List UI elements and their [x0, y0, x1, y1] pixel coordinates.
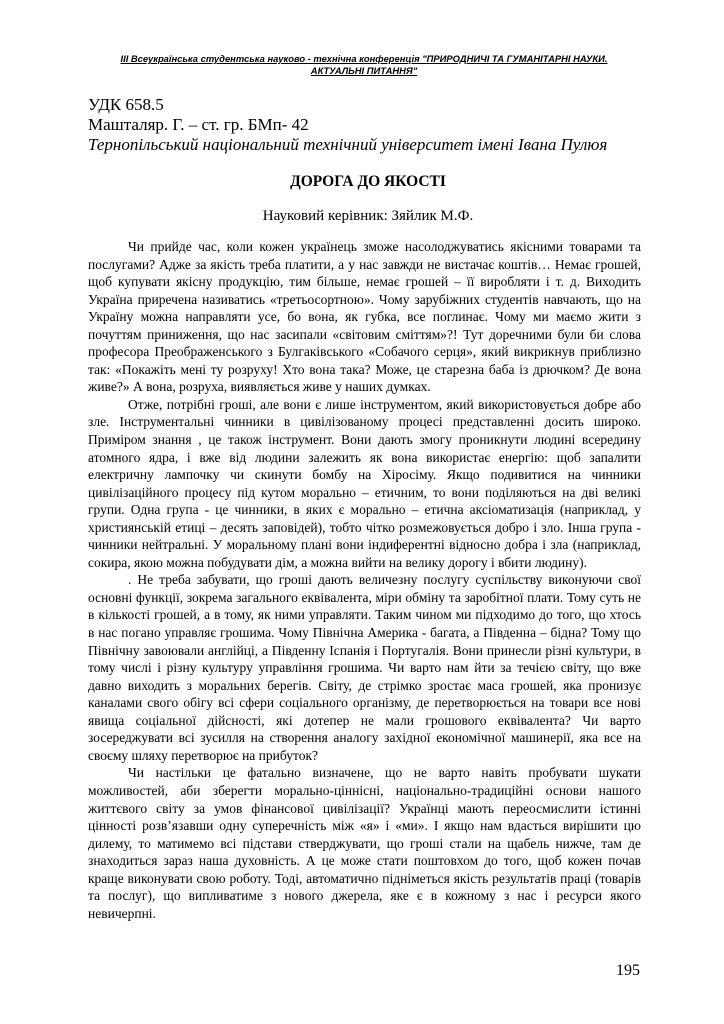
body-paragraph-4: Чи настільки це фатально визначене, що не варто навіть пробувати шукати можливостей, аби зберегти морально-ціннісні, національно-традиційні основи нашого життєвого світу за умов фінансової цивілізації? Українці мають переосмислити істинні цінності розв’язавши одну суперечність між «я» і «ми». І якщо нам вдасться вирішити цю дилему, то матимемо всі підстави стверджувати, що гроші стали на щабель нижче, там де знаходиться зараз наша духовність. А це може стати поштовхом до того, щоб кожен почав краще виконувати свою роботу. Тоді, автоматично підніметься якість результатів праці (товарів та послуг), що випливатиме з нового джерела, яке є в кожному з нас і ресурси якого невичерпні. [88, 765, 641, 921]
scientific-supervisor: Науковий керівник: Зяйлик М.Ф. [262, 208, 474, 224]
article-title: ДОРОГА ДО ЯКОСТІ [290, 173, 446, 190]
conference-header-line-1: ІІІ Всеукраїнська студентська науково - технічна конференція "ПРИРОДНИЧІ ТА ГУМАНІТАРНІ НАУКИ. [120, 53, 608, 64]
conference-header [88, 53, 640, 77]
university-affiliation: Тернопільський національний технічний університет імені Івана Пулюя [88, 135, 608, 154]
body-paragraph-1: Чи прийде час, коли кожен українець зможе насолоджуватись якісними товарами та послугами? Адже за якість треба платити, а у нас завжди не вистачає коштів… Немає грошей, щоб купувати якісну продукцію, тим більше, немає грошей – її виробляти і т. д. Виходить Україна приречена називатись «третьосортною». Чому зарубіжних студентів навчають, що на Україну можна направляти усе, бо вона, як губка, все поглинає. Чому ми маємо жити з почуттям приниження, що нас засипали «світовим сміттям»?! Тут доречними були би слова професора Преображенського з Булгаківського «Собачого серця», який викрикнув приблизно так: «Покажіть мені ту розруху! Хто вона така? Може, це старезна баба із дрючком? Де вона живе?» А вона, розруха, виявляється живе у наших думках. [88, 239, 641, 395]
conference-header-line-2: АКТУАЛЬНІ ПИТАННЯ" [310, 65, 418, 76]
page-number: 195 [616, 962, 640, 979]
article-metadata [88, 95, 648, 155]
author-line: Машталяр. Г. – ст. гр. БМп- 42 [88, 115, 309, 134]
body-paragraph-3: . Не треба забувати, що гроші дають величезну послугу суспільству виконуючи свої основні функції, зокрема загального еквівалента, міри обміну та заробітної плати. Тому суть не в кількості грошей, а в тому, як ними управляти. Таким чином ми підходимо до того, що хтось в нас погано управляє грошима. Чому Північна Америка - багата, а Південна – бідна? Тому що Північну завоювали англійці, а Південну Іспанія і Португалія. Вони принесли різні культури, в тому числі і різну культуру управління грошима. Чи варто нам йти за течією світу, що вже давно виходить з моральних берегів. Світу, де стрімко зростає маса грошей, яка пронизує каналами свого обігу всі сфери соціального організму, де перетворюється на товари все нові явища соціальної дійсності, які дотепер не мали грошового еквівалента? Чи варто зосереджувати всі зусилля на створення аналогу західної економічної машинерії, яка все на своєму шляху перетворює на прибуток? [88, 572, 641, 763]
body-paragraph-2: Отже, потрібні гроші, але вони є лише інструментом, який використовується добре або зле. Інструментальні чинники в цивілізованому процесі представленні досить широко. Приміром знання , це також інструмент. Вони дають змогу проникнути людині всередину атомного ядра, і вже від людини залежить як вона використає енергію: щоб запалити електричну лампочку чи скинути бомбу на Хіросіму. Якщо подивитися на чинники цивілізаційного процесу під кутом морально – етичним, то вони поділяються на дві великі групи. Одна група - це чинники, в яких є морально – етична аксіоматизація (наприклад, у християнській етиці – десять заповідей), тобто чітко розмежовується добро і зло. Інша група - чинники нейтральні. У моральному плані вони індиферентні відносно добра і зла (наприклад, сокира, якою можна побудувати дім, а можна вийти на велику дорогу і вбити людину). [88, 396, 641, 570]
udc-code: УДК 658.5 [88, 95, 164, 114]
article-body [88, 238, 641, 922]
